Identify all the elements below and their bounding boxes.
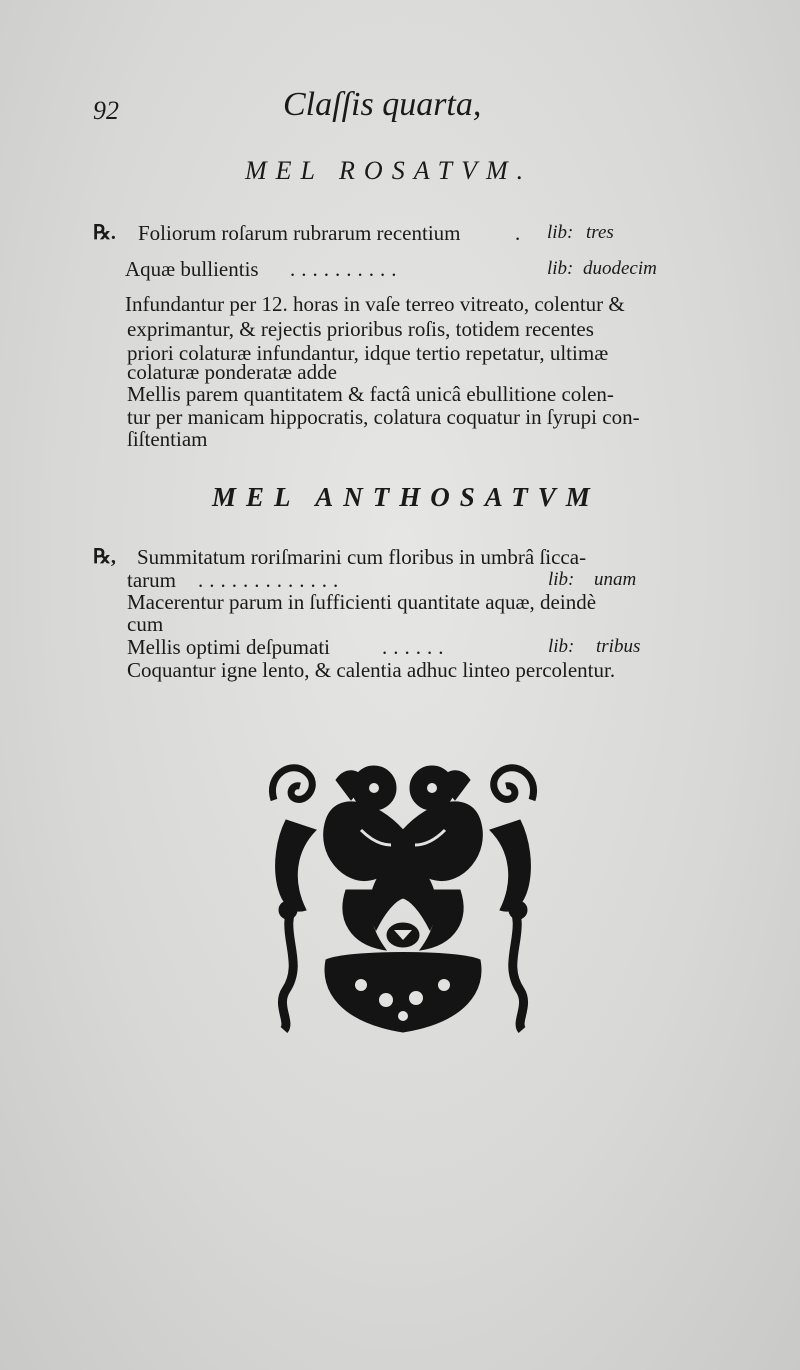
quantity-label: lib: <box>547 222 574 243</box>
running-title: Claſſis quarta, <box>283 86 482 123</box>
page-number: 92 <box>93 96 119 125</box>
leader-dots: ...... <box>382 635 450 659</box>
cherub-garland-tailpiece-icon <box>266 760 540 1036</box>
quantity-label: lib: <box>548 569 575 590</box>
body-line: priori colaturæ infundantur, idque tertio repetatur, ultimæ <box>127 341 609 365</box>
body-line: tur per manicam hippocratis, colatura coquatur in ſyrupi con- <box>127 405 640 429</box>
recipe-symbol: ℞, <box>93 546 116 568</box>
quantity-value: tres <box>586 222 614 243</box>
ingredient-line: tarum <box>127 568 176 592</box>
body-line: colaturæ ponderatæ adde <box>127 360 337 384</box>
body-line: ſiſtentiam <box>127 427 208 451</box>
quantity-label: lib: <box>547 258 574 279</box>
body-line: Infundantur per 12. horas in vaſe terreo vitreato, colentur & <box>125 292 625 316</box>
ingredient-line: Aquæ bullientis <box>125 257 259 281</box>
body-line: Mellis parem quantitatem & factâ unicâ ebullitione colen- <box>127 382 614 406</box>
quantity-value: tribus <box>596 636 641 657</box>
body-line: Macerentur parum in ſufficienti quantitate aquæ, deindè <box>127 590 597 614</box>
quantity-value: unam <box>594 569 637 590</box>
body-line: cum <box>127 612 164 636</box>
quantity-label: lib: <box>548 636 575 657</box>
body-line: Coquantur igne lento, & calentia adhuc linteo percolentur. <box>127 658 616 682</box>
leader-dots: ............. <box>198 568 345 592</box>
body-line: exprimantur, & rejectis prioribus roſis, totidem recentes <box>127 317 594 341</box>
ingredient-line: Foliorum roſarum rubrarum recentium <box>138 221 461 245</box>
ingredient-line: Mellis optimi deſpumati <box>127 635 330 659</box>
leader-dot: . <box>515 221 521 245</box>
section-title-mel-rosatum: MEL ROSATVM. <box>245 156 533 185</box>
section-title-mel-anthosatum: MEL ANTHOSATVM <box>212 482 600 512</box>
leader-dots: .......... <box>290 257 403 281</box>
body-line: Summitatum roriſmarini cum floribus in umbrâ ſicca- <box>137 545 587 569</box>
recipe-symbol: ℞. <box>93 222 116 244</box>
quantity-value: duodecim <box>583 258 657 279</box>
